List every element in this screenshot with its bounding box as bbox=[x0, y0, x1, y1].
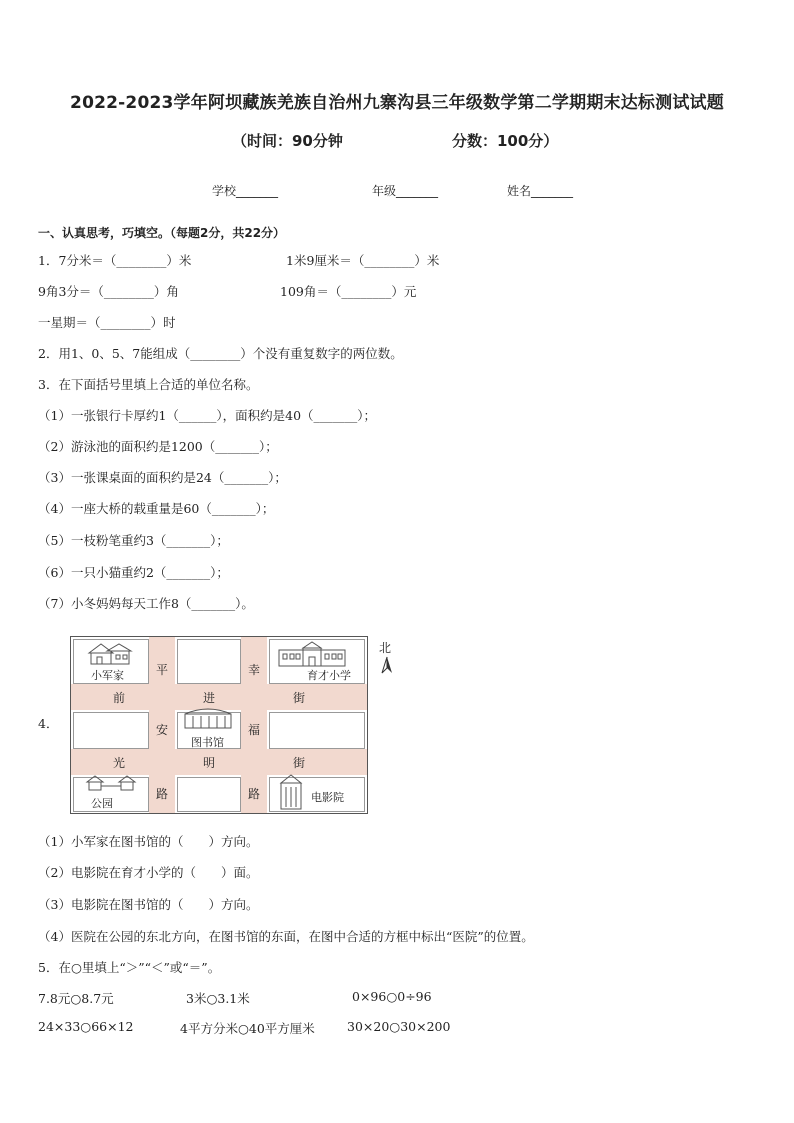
block-empty-bottom-middle[interactable] bbox=[177, 777, 241, 812]
street-label: 光 bbox=[113, 756, 126, 770]
street-label: 平 bbox=[156, 663, 169, 677]
place-label-school: 育才小学 bbox=[307, 669, 351, 682]
q1-part-a: 1．7分米＝（________）米 bbox=[38, 253, 192, 268]
q3-item: （1）一张银行卡厚约1（______），面积约是40（_______）； bbox=[38, 408, 377, 423]
q4-item: （2）电影院在育才小学的（ ）面。 bbox=[38, 865, 259, 880]
place-label-cinema: 电影院 bbox=[311, 791, 344, 804]
section-heading: 一、认真思考，巧填空。（每题2分，共22分） bbox=[38, 226, 286, 240]
street-label: 幸 bbox=[248, 663, 261, 677]
street-label: 路 bbox=[248, 787, 261, 801]
street-label: 街 bbox=[293, 756, 306, 770]
q1-part-b: 1米9厘米＝（________）米 bbox=[286, 253, 440, 268]
place-label-home: 小军家 bbox=[91, 669, 124, 682]
street-label: 安 bbox=[156, 723, 169, 737]
street-label: 福 bbox=[248, 723, 261, 737]
q5-cell: 30×20○30×200 bbox=[347, 1019, 451, 1034]
place-label-library: 图书馆 bbox=[191, 736, 224, 749]
school-field[interactable]: 学校_______ bbox=[212, 184, 279, 198]
q3-item: （3）一张课桌面的面积约是24（_______）； bbox=[38, 470, 287, 485]
north-arrow-icon bbox=[381, 656, 393, 674]
question-3-stem: 3．在下面括号里填上合适的单位名称。 bbox=[38, 377, 259, 392]
exam-time: （时间：90分钟 bbox=[232, 132, 343, 150]
park-gate-icon bbox=[85, 774, 137, 792]
q5-cell: 3米○3.1米 bbox=[186, 991, 250, 1006]
town-map bbox=[70, 636, 368, 814]
q5-cell: 0×96○0÷96 bbox=[352, 989, 432, 1004]
block-empty-middle-right[interactable] bbox=[269, 712, 365, 749]
north-label: 北 bbox=[379, 641, 392, 655]
q3-item: （4）一座大桥的载重量是60（_______）； bbox=[38, 501, 275, 516]
grade-field[interactable]: 年级_______ bbox=[372, 184, 439, 198]
question-2: 2．用1、0、5、7能组成（________）个没有重复数字的两位数。 bbox=[38, 346, 403, 361]
street-label: 街 bbox=[293, 691, 306, 705]
cinema-building-icon bbox=[279, 773, 303, 811]
house-icon bbox=[85, 641, 135, 665]
q4-item: （1）小军家在图书馆的（ ）方向。 bbox=[38, 834, 259, 849]
school-building-icon bbox=[277, 640, 347, 668]
q4-item: （4）医院在公园的东北方向，在图书馆的东面，在图中合适的方框中标出“医院”的位置。 bbox=[38, 929, 534, 944]
q3-item: （7）小冬妈妈每天工作8（_______）。 bbox=[38, 596, 254, 611]
block-empty-middle-left[interactable] bbox=[73, 712, 149, 749]
q4-item: （3）电影院在图书馆的（ ）方向。 bbox=[38, 897, 259, 912]
q5-cell: 7.8元○8.7元 bbox=[38, 991, 114, 1006]
q3-item: （2）游泳池的面积约是1200（_______）； bbox=[38, 439, 278, 454]
q5-cell: 4平方分米○40平方厘米 bbox=[180, 1021, 315, 1036]
question-5-stem: 5．在○里填上“＞”“＜”或“＝”。 bbox=[38, 960, 221, 975]
street-label: 明 bbox=[203, 756, 216, 770]
q1-part-d: 109角＝（________）元 bbox=[280, 284, 417, 299]
q3-item: （5）一枝粉笔重约3（_______）； bbox=[38, 533, 229, 548]
block-empty-top-middle[interactable] bbox=[177, 639, 241, 684]
q3-item: （6）一只小猫重约2（_______）； bbox=[38, 565, 229, 580]
q5-cell: 24×33○66×12 bbox=[38, 1019, 134, 1034]
name-field[interactable]: 姓名_______ bbox=[507, 184, 574, 198]
library-building-icon bbox=[179, 704, 237, 730]
exam-score: 分数：100分） bbox=[452, 132, 559, 150]
q1-part-e: 一星期＝（________）时 bbox=[38, 315, 176, 330]
street-label: 前 bbox=[113, 691, 126, 705]
question-4-number: 4． bbox=[38, 716, 59, 731]
street-label: 路 bbox=[156, 787, 169, 801]
place-label-park: 公园 bbox=[91, 797, 113, 810]
street-label: 进 bbox=[203, 691, 216, 705]
exam-title: 2022-2023学年阿坝藏族羌族自治州九寨沟县三年级数学第二学期期末达标测试试题 bbox=[70, 93, 724, 113]
q1-part-c: 9角3分＝（________）角 bbox=[38, 284, 179, 299]
